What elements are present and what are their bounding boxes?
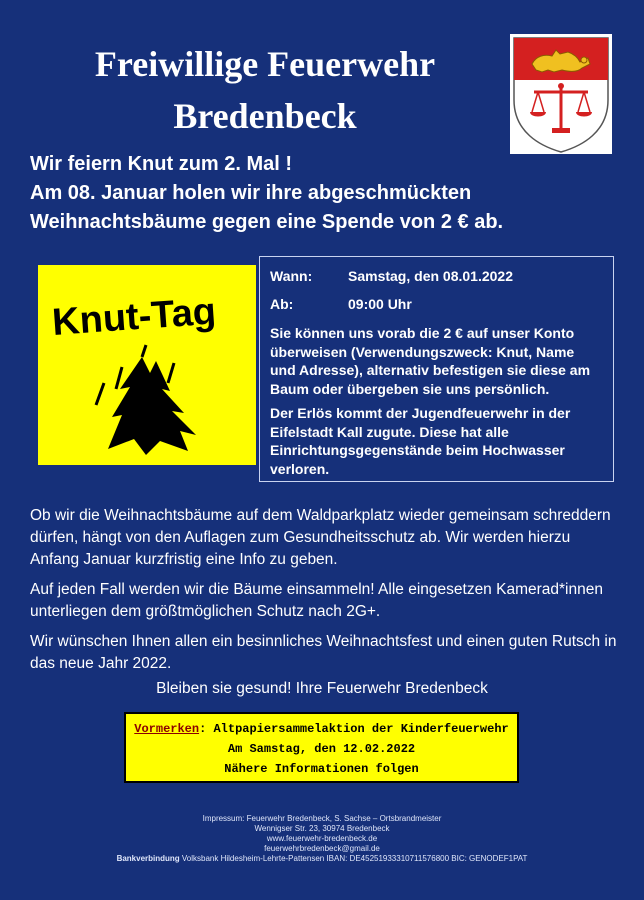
notice-line-3: Nähere Informationen folgen [224,762,419,776]
footer-imprint: Impressum: Feuerwehr Bredenbeck, S. Sachse – Ortsbrandmeister [202,814,442,823]
signoff-text: Bleiben sie gesund! Ihre Feuerwehr Bredenbeck [156,680,488,697]
knut-tag-graphic [38,265,256,465]
headline-line-3: Weihnachtsbäume gegen eine Spende von 2 € ab. [30,211,504,233]
event-headline [30,150,620,237]
footer-bank [0,854,644,864]
notice-line-1 [126,719,517,739]
body-text [30,505,620,683]
info-payment-text: Sie können uns vorab die 2 € auf unser Konto überweisen (Verwendungszweck: Knut, Name und Adresse), alternativ befestigen sie diese am Baum oder übergeben sie uns persönlich. [270,325,591,397]
info-when-row [270,262,603,290]
footer-email: feuerwehrbredenbeck@gmail.de [264,844,380,853]
title-line-2: Bredenbeck [173,96,357,136]
headline-line-1: Wir feiern Knut zum 2. Mal ! [30,153,293,175]
coat-of-arms-icon [510,34,612,154]
info-from-label: Ab: [270,296,294,312]
info-from-value: 09:00 Uhr [348,296,412,312]
title-line-1: Freiwillige Feuerwehr [94,44,436,84]
footer-bank-label: Bankverbindung [116,854,180,863]
body-paragraph-wishes: Wir wünschen Ihnen allen ein besinnliches Weihnachtsfest und einen guten Rutsch in das neue Jahr 2022. [30,633,617,672]
info-donation-text: Der Erlös kommt der Jugendfeuerwehr in der Eifelstadt Kall zugute. Diese hat alle Einrichtungsgegenstände beim Hochwasser verloren. [270,405,571,477]
christmas-tree-icon [96,345,196,455]
notice-line-2: Am Samstag, den 12.02.2022 [227,742,416,756]
footer-bank-value: Volksbank Hildesheim-Lehrte-Pattensen IBAN: DE45251933310711576800 BIC: GENODEF1PAT [179,854,528,863]
info-when-label: Wann: [270,268,313,284]
body-paragraph-collection: Auf jeden Fall werden wir die Bäume einsammeln! Alle eingesetzen Kamerad*innen unterliegen dem größtmöglichen Schutz nach 2G+. [30,581,603,620]
info-when-value: Samstag, den 08.01.2022 [348,268,513,284]
headline-line-2: Am 08. Januar holen wir ihre abgeschmückten [30,182,472,204]
imprint-footer [0,814,644,864]
body-paragraph-shredding: Ob wir die Weihnachtsbäume auf dem Waldparkplatz wieder gemeinsam schreddern dürfen, hängt von den Auflagen zum Gesundheitsschutz ab. Wir werden hierzu Anfang Januar kurzfristig eine Info zu geben. [30,507,611,568]
footer-address: Wennigser Str. 23, 30974 Bredenbeck [254,824,390,833]
reminder-notice [124,712,519,783]
notice-label: Vormerken [134,722,200,736]
event-info-box [259,256,614,482]
page-title [20,38,510,142]
knut-tag-text: Knut-Tag [50,290,218,344]
footer-website: www.feuerwehr-bredenbeck.de [266,834,378,843]
knut-tag-sign [38,265,256,465]
info-from-row [270,290,603,318]
notice-line-1-text: : Altpapiersammelaktion der Kinderfeuerwehr [199,722,509,736]
